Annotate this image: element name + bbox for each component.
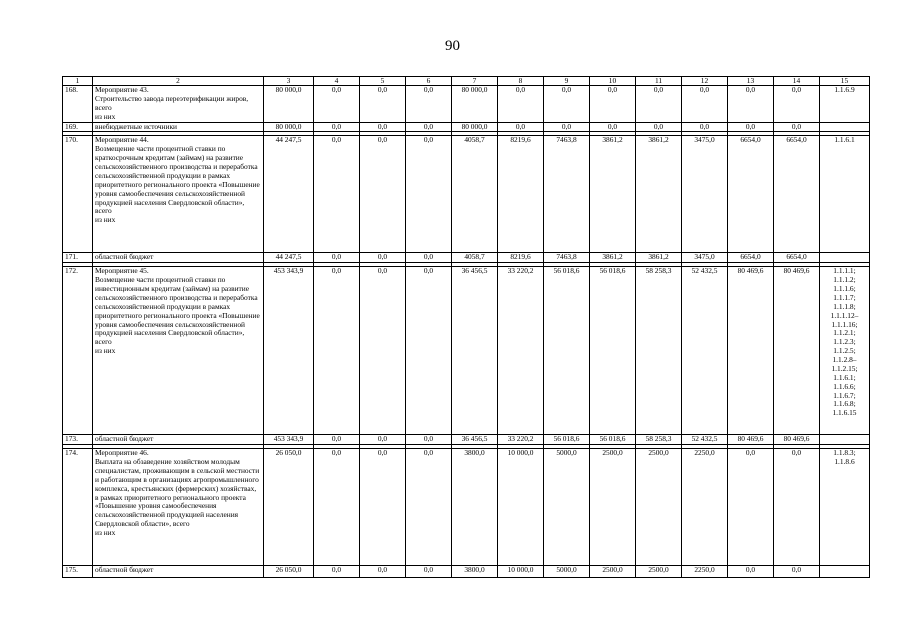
code-cell xyxy=(820,253,870,263)
value-cell: 2250,0 xyxy=(682,566,728,578)
value-cell: 58 258,3 xyxy=(636,267,682,435)
value-cell: 0,0 xyxy=(406,566,452,578)
table-row xyxy=(63,86,870,123)
value-cell: 0,0 xyxy=(406,267,452,435)
value-cell: 6654,0 xyxy=(728,136,774,253)
value-cell: 26 050,0 xyxy=(264,566,314,578)
value-cell: 0,0 xyxy=(360,136,406,253)
value-cell: 0,0 xyxy=(498,122,544,132)
header-cell: 7 xyxy=(452,77,498,86)
value-cell: 5000,0 xyxy=(544,566,590,578)
value-cell: 0,0 xyxy=(682,86,728,123)
header-cell: 5 xyxy=(360,77,406,86)
value-cell: 7463,8 xyxy=(544,136,590,253)
header-cell: 14 xyxy=(774,77,820,86)
row-number-cell: 174. xyxy=(63,449,93,566)
value-cell: 0,0 xyxy=(406,449,452,566)
value-cell: 56 018,6 xyxy=(590,267,636,435)
value-cell: 0,0 xyxy=(406,122,452,132)
row-number-cell: 175. xyxy=(63,566,93,578)
value-cell: 33 220,2 xyxy=(498,267,544,435)
value-cell: 0,0 xyxy=(406,435,452,445)
value-cell: 0,0 xyxy=(406,86,452,123)
row-number-cell: 171. xyxy=(63,253,93,263)
value-cell: 56 018,6 xyxy=(544,435,590,445)
header-cell: 4 xyxy=(314,77,360,86)
value-cell: 6654,0 xyxy=(728,253,774,263)
row-name-cell: Мероприятие 44. Возмещение части процентной ставки по краткосрочным кредитам (займам) на развитие сельскохозяйственного производства и переработка сельскохозяйственной продукции в рамках приоритетного регионального проекта «Повышение уровня самообеспечения сельскохозяйственной продукцией населения Свердловской области», всего из них xyxy=(93,136,264,253)
value-cell: 0,0 xyxy=(314,136,360,253)
value-cell: 0,0 xyxy=(314,435,360,445)
table-body xyxy=(63,77,870,578)
value-cell: 80 000,0 xyxy=(452,86,498,123)
value-cell: 0,0 xyxy=(314,253,360,263)
code-cell: 1.1.1.1; 1.1.1.2; 1.1.1.6; 1.1.1.7; 1.1.1.8; 1.1.1.12– 1.1.1.16; 1.1.2.1; 1.1.2.3; 1.1.2.5; 1.1.2.8– 1.1.2.15; 1.1.6.1; 1.1.6.6; 1.1.6.7; 1.1.6.8; 1.1.6.15 xyxy=(820,267,870,435)
value-cell: 80 000,0 xyxy=(452,122,498,132)
value-cell: 44 247,5 xyxy=(264,136,314,253)
value-cell: 3475,0 xyxy=(682,253,728,263)
value-cell: 8219,6 xyxy=(498,136,544,253)
value-cell: 0,0 xyxy=(544,86,590,123)
row-name-cell: Мероприятие 45. Возмещение части процентной ставки по инвестиционным кредитам (займам) на развитие сельскохозяйственного производства и переработка сельскохозяйственной продукции в рамках приоритетного регионального проекта «Повышение уровня самообеспечения сельскохозяйственной продукцией населения Свердловской области», всего из них xyxy=(93,267,264,435)
row-number-cell: 168. xyxy=(63,86,93,123)
header-cell: 12 xyxy=(682,77,728,86)
value-cell: 2500,0 xyxy=(590,566,636,578)
header-cell: 9 xyxy=(544,77,590,86)
value-cell: 0,0 xyxy=(728,566,774,578)
code-cell: 1.1.6.9 xyxy=(820,86,870,123)
value-cell: 7463,8 xyxy=(544,253,590,263)
value-cell: 0,0 xyxy=(360,267,406,435)
code-cell xyxy=(820,435,870,445)
value-cell: 0,0 xyxy=(728,449,774,566)
page-number: 90 xyxy=(445,38,460,54)
value-cell: 0,0 xyxy=(590,122,636,132)
header-cell: 3 xyxy=(264,77,314,86)
value-cell: 80 000,0 xyxy=(264,86,314,123)
row-name-cell: внебюджетные источники xyxy=(93,122,264,132)
value-cell: 56 018,6 xyxy=(590,435,636,445)
value-cell: 0,0 xyxy=(636,86,682,123)
value-cell: 453 343,9 xyxy=(264,267,314,435)
value-cell: 0,0 xyxy=(360,449,406,566)
value-cell: 453 343,9 xyxy=(264,435,314,445)
value-cell: 2500,0 xyxy=(636,566,682,578)
row-name-cell: Мероприятие 43. Строительство завода переэтерификации жиров, всего из них xyxy=(93,86,264,123)
table-row xyxy=(63,122,870,132)
code-cell: 1.1.6.1 xyxy=(820,136,870,253)
value-cell: 2500,0 xyxy=(636,449,682,566)
value-cell: 4058,7 xyxy=(452,136,498,253)
table-row xyxy=(63,566,870,578)
value-cell: 0,0 xyxy=(360,122,406,132)
value-cell: 0,0 xyxy=(360,253,406,263)
row-number-cell: 172. xyxy=(63,267,93,435)
value-cell: 2500,0 xyxy=(590,449,636,566)
header-cell: 1 xyxy=(63,77,93,86)
header-cell: 2 xyxy=(93,77,264,86)
value-cell: 0,0 xyxy=(406,136,452,253)
header-cell: 15 xyxy=(820,77,870,86)
value-cell: 0,0 xyxy=(314,122,360,132)
value-cell: 36 456,5 xyxy=(452,435,498,445)
value-cell: 10 000,0 xyxy=(498,566,544,578)
value-cell: 6654,0 xyxy=(774,136,820,253)
value-cell: 8219,6 xyxy=(498,253,544,263)
value-cell: 10 000,0 xyxy=(498,449,544,566)
row-name-cell: областной бюджет xyxy=(93,566,264,578)
row-name-cell: областной бюджет xyxy=(93,253,264,263)
table-row xyxy=(63,267,870,435)
value-cell: 0,0 xyxy=(314,86,360,123)
value-cell: 58 258,3 xyxy=(636,435,682,445)
row-name-cell: Мероприятие 46. Выплата на обзаведение хозяйством молодым специалистам, проживающим в сельской местности и работающим в организациях агропромышленного комплекса, крестьянских (фермерских) хозяйствах, в рамках приоритетного регионального проекта «Повышение уровня самообеспечения сельскохозяйственной продукцией населения Свердловской области», всего из них xyxy=(93,449,264,566)
value-cell: 0,0 xyxy=(590,86,636,123)
table-row xyxy=(63,435,870,445)
value-cell: 0,0 xyxy=(774,86,820,123)
value-cell: 0,0 xyxy=(360,86,406,123)
value-cell: 0,0 xyxy=(544,122,590,132)
value-cell: 26 050,0 xyxy=(264,449,314,566)
value-cell: 4058,7 xyxy=(452,253,498,263)
program-table xyxy=(62,76,870,578)
value-cell: 44 247,5 xyxy=(264,253,314,263)
value-cell: 0,0 xyxy=(360,566,406,578)
value-cell: 56 018,6 xyxy=(544,267,590,435)
value-cell: 80 000,0 xyxy=(264,122,314,132)
table-row xyxy=(63,136,870,253)
value-cell: 0,0 xyxy=(314,566,360,578)
value-cell: 0,0 xyxy=(498,86,544,123)
value-cell: 0,0 xyxy=(774,449,820,566)
value-cell: 33 220,2 xyxy=(498,435,544,445)
row-name-cell: областной бюджет xyxy=(93,435,264,445)
value-cell: 3800,0 xyxy=(452,566,498,578)
value-cell: 3800,0 xyxy=(452,449,498,566)
value-cell: 80 469,6 xyxy=(728,435,774,445)
value-cell: 5000,0 xyxy=(544,449,590,566)
value-cell: 0,0 xyxy=(774,566,820,578)
value-cell: 80 469,6 xyxy=(774,267,820,435)
header-cell: 8 xyxy=(498,77,544,86)
header-row xyxy=(63,77,870,86)
code-cell: 1.1.8.3; 1.1.8.6 xyxy=(820,449,870,566)
value-cell: 0,0 xyxy=(360,435,406,445)
value-cell: 0,0 xyxy=(682,122,728,132)
table-row xyxy=(63,253,870,263)
header-cell: 6 xyxy=(406,77,452,86)
value-cell: 2250,0 xyxy=(682,449,728,566)
value-cell: 80 469,6 xyxy=(774,435,820,445)
value-cell: 3861,2 xyxy=(636,253,682,263)
row-number-cell: 173. xyxy=(63,435,93,445)
value-cell: 6654,0 xyxy=(774,253,820,263)
code-cell xyxy=(820,122,870,132)
value-cell: 0,0 xyxy=(728,86,774,123)
value-cell: 3861,2 xyxy=(590,136,636,253)
value-cell: 52 432,5 xyxy=(682,267,728,435)
value-cell: 36 456,5 xyxy=(452,267,498,435)
value-cell: 0,0 xyxy=(636,122,682,132)
row-number-cell: 170. xyxy=(63,136,93,253)
value-cell: 3861,2 xyxy=(636,136,682,253)
value-cell: 0,0 xyxy=(314,449,360,566)
value-cell: 52 432,5 xyxy=(682,435,728,445)
value-cell: 0,0 xyxy=(728,122,774,132)
value-cell: 80 469,6 xyxy=(728,267,774,435)
header-cell: 10 xyxy=(590,77,636,86)
value-cell: 0,0 xyxy=(406,253,452,263)
value-cell: 3861,2 xyxy=(590,253,636,263)
value-cell: 0,0 xyxy=(314,267,360,435)
header-cell: 11 xyxy=(636,77,682,86)
row-number-cell: 169. xyxy=(63,122,93,132)
value-cell: 0,0 xyxy=(774,122,820,132)
header-cell: 13 xyxy=(728,77,774,86)
value-cell: 3475,0 xyxy=(682,136,728,253)
table-row xyxy=(63,449,870,566)
code-cell xyxy=(820,566,870,578)
